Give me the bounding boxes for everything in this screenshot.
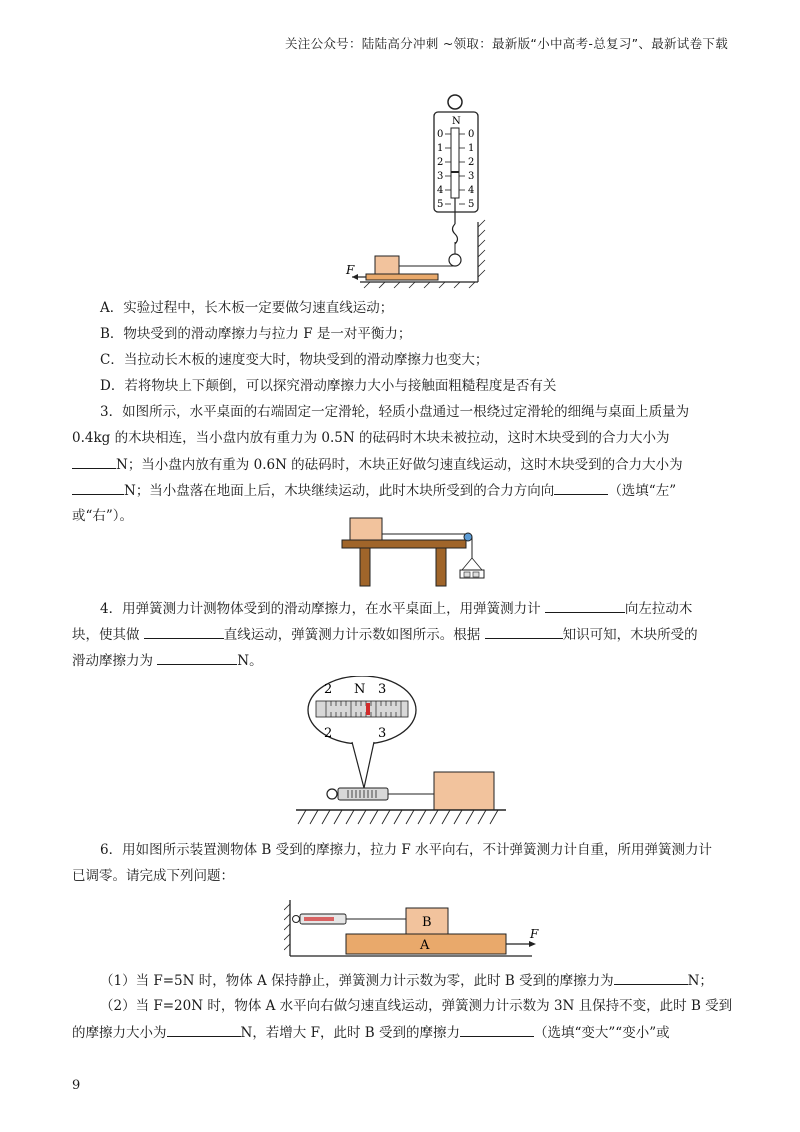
wood-block: [434, 772, 494, 810]
answer-blank: [545, 598, 625, 613]
scale-spring: [451, 128, 459, 198]
figure-spring-scale-zoom: [296, 676, 506, 830]
figure-table-pulley: [338, 514, 498, 588]
q6-sub2-line2: 的摩擦力大小为 N，若增大 F，此时 B 受到的摩擦力 （选填“变大”“变小”或: [72, 1022, 670, 1043]
q6-sub1: （1）当 F=5N 时，物体 A 保持静止，弹簧测力计示数为零，此时 B 受到的摩擦力为 N；: [100, 970, 713, 991]
q3-line2: 0.4kg 的木块相连，当小盘内放有重力为 0.5N 的砝码时木块未被拉动，这时木块受到的合力大小为: [72, 430, 670, 446]
q6-line1: 6．用如图所示装置测物体 B 受到的摩擦力，拉力 F 水平向右，不计弹簧测力计自重，所用弹簧测力计: [100, 842, 713, 858]
q6-line2: 已调零。请完成下列问题：: [72, 868, 234, 884]
answer-blank: [72, 480, 124, 495]
svg-text:F: F: [530, 927, 539, 941]
svg-text:3: 3: [437, 171, 444, 182]
pulley-icon: [464, 533, 472, 541]
page-number: 9: [72, 1078, 81, 1093]
svg-text:5: 5: [437, 199, 444, 210]
svg-text:0: 0: [437, 129, 444, 140]
answer-blank: [72, 454, 116, 469]
svg-text:1: 1: [437, 143, 444, 154]
svg-text:2: 2: [324, 726, 333, 741]
q4-line3: 滑动摩擦力为 N。: [72, 650, 263, 671]
svg-text:2: 2: [468, 157, 475, 168]
long-board: [366, 274, 438, 280]
svg-text:0: 0: [468, 129, 475, 140]
option-d: D．若将物块上下颠倒，可以探究滑动摩擦力大小与接触面粗糙程度是否有关: [100, 378, 557, 394]
scale-unit-label: N: [452, 116, 461, 127]
spring-scale: [338, 788, 388, 800]
page-header: 关注公众号：陆陆高分冲刺 ~领取：最新版“小中高考-总复习”、最新试卷下载: [284, 36, 728, 51]
svg-text:4: 4: [437, 185, 444, 196]
q3-line1: 3．如图所示，水平桌面的右端固定一定滑轮，轻质小盘通过一根绕过定滑轮的细绳与桌面上质量为: [100, 404, 690, 420]
wood-block: [350, 518, 382, 540]
option-c: C．当拉动长木板的速度变大时，物块受到的滑动摩擦力也变大；: [100, 352, 489, 368]
q4-line1: 4．用弹簧测力计测物体受到的滑动摩擦力，在水平桌面上，用弹簧测力计 向左拉动木: [100, 598, 692, 619]
answer-blank: [144, 624, 224, 639]
q3-line5: 或“右”）。: [72, 508, 134, 524]
option-b: B．物块受到的滑动摩擦力与拉力 F 是一对平衡力；: [100, 326, 412, 342]
option-a: A．实验过程中，长木板一定要做匀速直线运动；: [100, 300, 394, 316]
table-top: [342, 540, 466, 548]
svg-text:N: N: [354, 682, 366, 697]
svg-text:B: B: [422, 915, 432, 930]
svg-text:1: 1: [468, 143, 475, 154]
answer-blank: [614, 970, 688, 985]
figure-spring-scale-board: [330, 92, 490, 292]
svg-text:5: 5: [468, 199, 475, 210]
q3-line3: N；当小盘内放有重为 0.6N 的砝码时，木块正好做匀速直线运动，这时木块受到的合力大小为: [72, 454, 683, 475]
scale-ring: [448, 95, 462, 109]
answer-blank: [167, 1022, 241, 1037]
pan-with-weights: [460, 570, 484, 578]
answer-blank: [554, 480, 608, 495]
q6-sub2-line1: （2）当 F=20N 时，物体 A 水平向右做匀速直线运动，弹簧测力计示数为 3N 且保持不变，此时 B 受到: [100, 998, 733, 1014]
svg-text:3: 3: [468, 171, 475, 182]
svg-text:A: A: [420, 938, 430, 953]
svg-text:2: 2: [437, 157, 444, 168]
q4-line2: 块，使其做 直线运动，弹簧测力计示数如图所示。根据 知识可知，木块所受的: [72, 624, 698, 645]
svg-text:3: 3: [378, 682, 387, 697]
wood-block: [375, 256, 399, 274]
svg-text:2: 2: [324, 682, 333, 697]
table-leg-left: [360, 548, 370, 586]
answer-blank: [485, 624, 563, 639]
pulley-icon: [449, 254, 461, 266]
svg-text:4: 4: [468, 185, 475, 196]
answer-blank: [460, 1022, 534, 1037]
svg-text:3: 3: [378, 726, 387, 741]
table-leg-right: [436, 548, 446, 586]
force-label-f: F: [346, 263, 355, 277]
q3-line4: N；当小盘落在地面上后，木块继续运动，此时木块所受到的合力方向向 （选填“左”: [72, 480, 676, 501]
scale-pointer: [366, 703, 370, 715]
answer-blank: [157, 650, 237, 665]
figure-blocks-a-b: [284, 898, 546, 962]
